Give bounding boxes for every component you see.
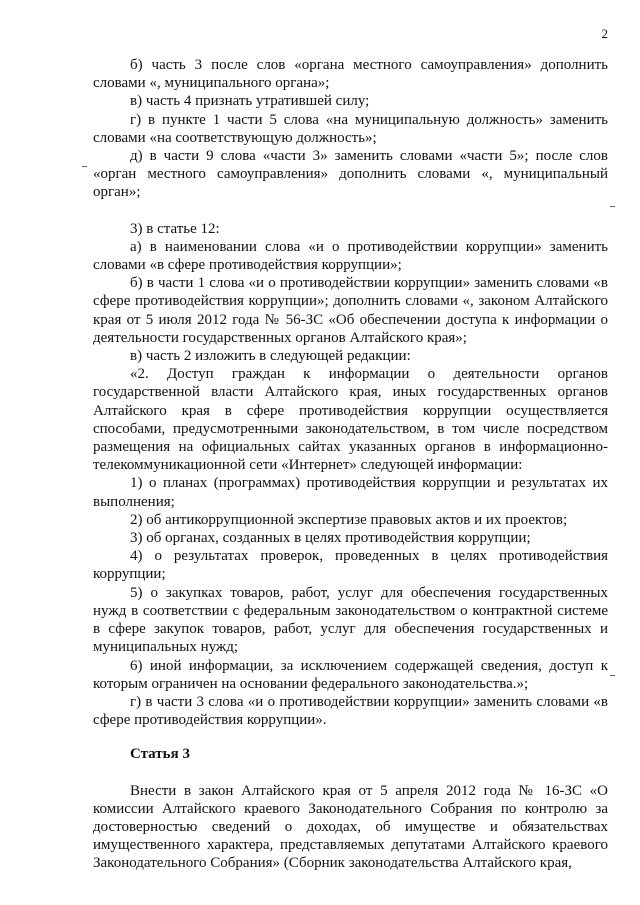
- page-number: 2: [601, 26, 608, 41]
- paragraph: Внести в закон Алтайского края от 5 апреля 2012 года № 16-ЗС «О комиссии Алтайского краевого Законодательного Собрания по контролю за достоверностью сведений о доходах, об имуществе и обязательствах имущественного характера, представляемых депутатами Алтайского краевого Законодательного Собрания» (Сборник законодательства Алтайского края,: [93, 782, 608, 872]
- paragraph: «2. Доступ граждан к информации о деятельности органов государственной власти Алтайского края, иных государственных органов Алтайского края в сфере противодействия коррупции осуществляется способами, предусмотренными законодательством, в том числе посредством размещения на официальных сайтах указанных органов в информационно-телекоммуникационной сети «Интернет» следующей информации:: [93, 366, 608, 474]
- margin-mark: [82, 166, 87, 167]
- paragraph: 1) о планах (программах) противодействия коррупции и результатах их выполнения;: [93, 475, 608, 510]
- paragraph: б) в части 1 слова «и о противодействии коррупции» заменить словами «в сфере противодействия коррупции»; дополнить словами «, законом Алтайского края от 5 июля 2012 года № 56-ЗС «Об обеспечении доступа к информации о деятельности государственных органов Алтайского края»;: [93, 275, 608, 346]
- paragraph: 2) об антикоррупционной экспертизе правовых актов и их проектов;: [130, 511, 568, 528]
- paragraph: 6) иной информации, за исключением содержащей сведения, доступ к которым ограничен на основании федерального законодательства.»;: [93, 657, 608, 692]
- margin-mark: [610, 675, 615, 676]
- document-body: [93, 56, 608, 873]
- paragraph: в) часть 2 изложить в следующей редакции:: [130, 348, 411, 365]
- paragraph: 3) об органах, созданных в целях противодействия коррупции;: [130, 530, 531, 547]
- paragraph: 4) о результатах проверок, проведенных в целях противодействия коррупции;: [93, 548, 608, 583]
- paragraph: д) в части 9 слова «части 3» заменить словами «части 5»; после слов «орган местного самоуправления» дополнить словами «, муниципальный орган»;: [93, 148, 608, 201]
- paragraph: 5) о закупках товаров, работ, услуг для обеспечения государственных нужд в соответствии с федеральным законодательством о контрактной системе в сфере закупок товаров, работ, услуг для обеспечения государственных и муниципальных нужд;: [93, 584, 608, 656]
- paragraph: в) часть 4 признать утратившей силу;: [130, 93, 370, 110]
- paragraph: г) в части 3 слова «и о противодействии коррупции» заменить словами «в сфере противодействия коррупции».: [93, 693, 608, 729]
- paragraph: б) часть 3 после слов «органа местного самоуправления» дополнить словами «, муниципального органа»;: [93, 57, 608, 92]
- margin-mark: [610, 206, 615, 207]
- paragraph: 3) в статье 12:: [130, 220, 220, 237]
- article-heading: Статья 3: [130, 746, 190, 763]
- paragraph: а) в наименовании слова «и о противодействии коррупции» заменить словами «в сфере противодействия коррупции»;: [93, 238, 608, 274]
- paragraph: г) в пункте 1 части 5 слова «на муниципальную должность» заменить словами «на соответствующую должность»;: [93, 111, 608, 146]
